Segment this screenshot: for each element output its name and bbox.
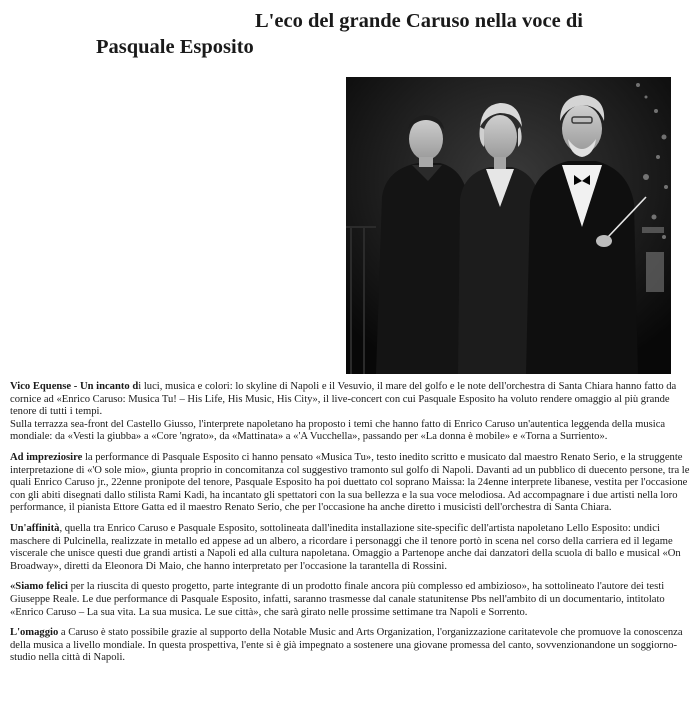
paragraph-text: i luci, musica e colori: lo skyline di Napoli e il Vesuvio, il mare del golfo e le note dell'orchestra di Santa Chiara hanno fatto da cornice ad «Enrico Caruso: Musica Tu! – His Life, His Music, His City», il live-concert con cui Pasquale Esposito ha voluto rendere omaggio al più grande tenore di tutti i tempi.	[10, 381, 677, 418]
paragraph-lead: Vico Equense - Un incanto d	[10, 381, 139, 392]
paragraph-lead: Ad impreziosire	[10, 451, 83, 463]
concert-photo	[346, 77, 671, 374]
article-paragraph	[10, 581, 692, 619]
article-paragraph	[10, 627, 692, 665]
paragraph-lead: «Siamo felici	[10, 581, 68, 593]
headline-line-2: Pasquale Esposito	[96, 36, 254, 58]
paragraph-text: per la riuscita di questo progetto, parte integrante di un prodotto finale ancora più complesso ed ambizioso», ha sottolineato l'autore dei testi Giuseppe Reale. Le due performance di Pasquale Esposito, infatti, saranno trasmesse dal canale statunitense Pbs nell'ambito di un documentario, intitolato «Enrico Caruso – La sua vita. La sua musica. Le sue città», che sarà girato nelle prossime settimane tra Napoli e Sorrento.	[10, 581, 665, 618]
article-body	[10, 381, 692, 673]
paragraph-text: a Caruso è stato possibile grazie al supporto della Notable Music and Arts Organization, l'organizzazione caritatevole che promuove la conoscenza della musica a livello mondiale. In questa prospettiva, l'ente si è già impegnato a sostenere una giovane promessa del canto, sovvenzionandone un soggiorno-studio nella città di Napoli.	[10, 627, 683, 664]
headline-line-1: L'eco del grande Caruso nella voce di	[255, 10, 583, 32]
article-paragraph	[10, 419, 692, 444]
paragraph-lead: L'omaggio	[10, 627, 59, 639]
article-paragraph	[10, 381, 692, 419]
paragraph-lead: Un'affinità	[10, 522, 60, 534]
article-paragraph	[10, 523, 692, 573]
article-paragraph	[10, 452, 692, 515]
paragraph-text: la performance di Pasquale Esposito ci hanno pensato «Musica Tu», testo inedito scritto e musicato dal maestro Renato Serio, e la struggente interpretazione di «'O sole mio», giunta proprio in concomitanza col suggestivo tramonto sul golfo di Napoli. Davanti ad un pubblico di duecento persone, tra le quali Enrico Caruso jr., 22enne pronipote del tenore, Pasquale Esposito ha poi duettato col soprano Maissa: la 24enne interprete libanese, vestita per l'occasione con gli abiti disegnati dallo stilista Rami Kadi, ha incantato gli spettatori con la sua bellezza e la sua voce melodiosa. Ad accompagnare i due artisti nella loro performance, il pianista Ettore Gatta ed il maestro Renato Serio, che per l'occasione ha anche diretto i musicisti dell'orchestra di Santa Chiara.	[10, 451, 690, 514]
paragraph-text: , quella tra Enrico Caruso e Pasquale Esposito, sottolineata dall'inedita installazione site-specific dell'artista napoletano Lello Esposito: undici maschere di Pulcinella, realizzate in metallo ed appese ad un albero, a ricordare i personaggi che il tenore portò in scena nel corso della carriera ed il legame viscerale che unisce questi due grandi artisti a Napoli ed alla cultura napoletana. Omaggio a Partenope anche dai danzatori della scuola di ballo e musical «On Broadway», diretti da Eleonora Di Maio, che hanno interpretato per l'occasione la tarantella di Rossini.	[10, 522, 681, 572]
paragraph-text: Sulla terrazza sea-front del Castello Giusso, l'interprete napoletano ha proposto i temi che hanno fatto di Enrico Caruso un'autentica leggenda della musica mondiale: da «Vesti la giubba» a «Core 'ngrato», da «Mattinata» a «'A Vucchella», passando per «La donna è mobile» e «Torna a Surriento».	[10, 418, 666, 443]
